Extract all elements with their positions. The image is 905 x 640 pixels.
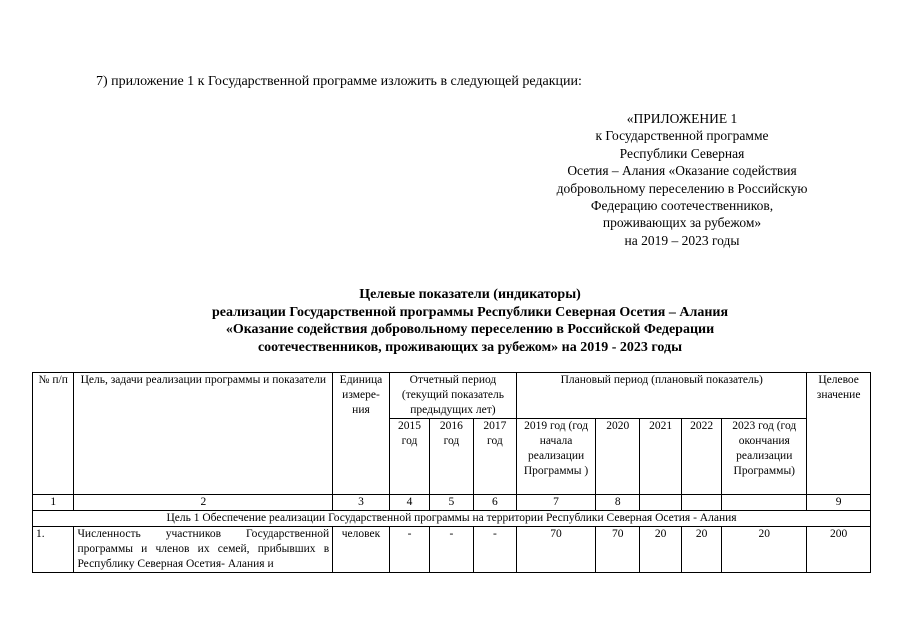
header-planned-period: Плановый период (плановый показатель): [517, 373, 807, 419]
column-number: 7: [517, 495, 596, 511]
appendix-caption: [522, 110, 842, 249]
goal-title: Цель 1 Обеспечение реализации Государственной программы на территории Республики Северная Осетия - Алания: [33, 511, 871, 527]
header-year-2017: 2017 год: [473, 419, 516, 495]
appendix-line: добровольному переселению в Российскую: [556, 180, 808, 196]
header-reporting-period: Отчетный период (текущий показатель предыдущих лет): [389, 373, 516, 419]
row-value-2022: 20: [681, 527, 721, 573]
header-year-2019: 2019 год (год начала реализации Программы ): [517, 419, 596, 495]
appendix-line: Осетия – Алания «Оказание содействия: [567, 163, 797, 179]
table-row: [33, 527, 871, 573]
row-value-2017: -: [473, 527, 516, 573]
column-number: 5: [430, 495, 473, 511]
indicators-table: [32, 372, 871, 573]
appendix-line: «ПРИЛОЖЕНИЕ 1: [626, 111, 738, 126]
header-unit: Единица измере-ния: [333, 373, 390, 495]
header-year-2022: 2022: [681, 419, 721, 495]
header-target: Целевое значение: [807, 373, 871, 495]
row-value-2019: 70: [517, 527, 596, 573]
column-number: 4: [389, 495, 429, 511]
row-value-2021: 20: [640, 527, 681, 573]
numbering-row: [33, 495, 871, 511]
column-number: [640, 495, 681, 511]
column-number: 8: [595, 495, 639, 511]
column-number: 2: [74, 495, 333, 511]
column-number: 6: [473, 495, 516, 511]
heading-line: «Оказание содействия добровольному переселению в Российской Федерации: [225, 322, 715, 337]
column-number: [722, 495, 807, 511]
header-year-2021: 2021: [640, 419, 681, 495]
header-goal: Цель, задачи реализации программы и показатели: [74, 373, 333, 495]
row-value-2015: -: [389, 527, 429, 573]
header-year-2023: 2023 год (год окончания реализации Программы): [722, 419, 807, 495]
appendix-line: на 2019 – 2023 годы: [624, 232, 740, 248]
header-num: № п/п: [33, 373, 74, 495]
header-year-2020: 2020: [595, 419, 639, 495]
row-indicator-text: Численность участников Государственной программы и членов их семей, прибывших в Республику Северная Осетия- Алания и: [74, 527, 333, 573]
heading-line: реализации Государственной программы Республики Северная Осетия – Алания: [211, 304, 729, 320]
goal-row: [33, 511, 871, 527]
header-row: [33, 373, 871, 419]
header-year-2016: 2016 год: [430, 419, 473, 495]
appendix-line: к Государственной программе: [595, 128, 769, 144]
row-value-2023: 20: [722, 527, 807, 573]
appendix-line: проживающих за рубежом»: [602, 215, 762, 231]
heading-line: соотечественников, проживающих за рубежом» на 2019 - 2023 годы: [257, 339, 683, 355]
appendix-line: Республики Северная: [619, 145, 745, 161]
column-number: 3: [333, 495, 390, 511]
column-number: 9: [807, 495, 871, 511]
row-value-2020: 70: [595, 527, 639, 573]
row-target-value: 200: [807, 527, 871, 573]
row-value-2016: -: [430, 527, 473, 573]
appendix-line: Федерацию соотечественников,: [590, 198, 774, 214]
column-number: [681, 495, 721, 511]
heading-line: Целевые показатели (индикаторы): [359, 287, 581, 302]
row-unit: человек: [333, 527, 390, 573]
table-heading: [120, 286, 820, 356]
row-number: 1.: [33, 527, 74, 573]
header-year-2015: 2015 год: [389, 419, 429, 495]
column-number: 1: [33, 495, 74, 511]
amendment-intro-line: 7) приложение 1 к Государственной программе изложить в следующей редакции:: [96, 74, 582, 89]
